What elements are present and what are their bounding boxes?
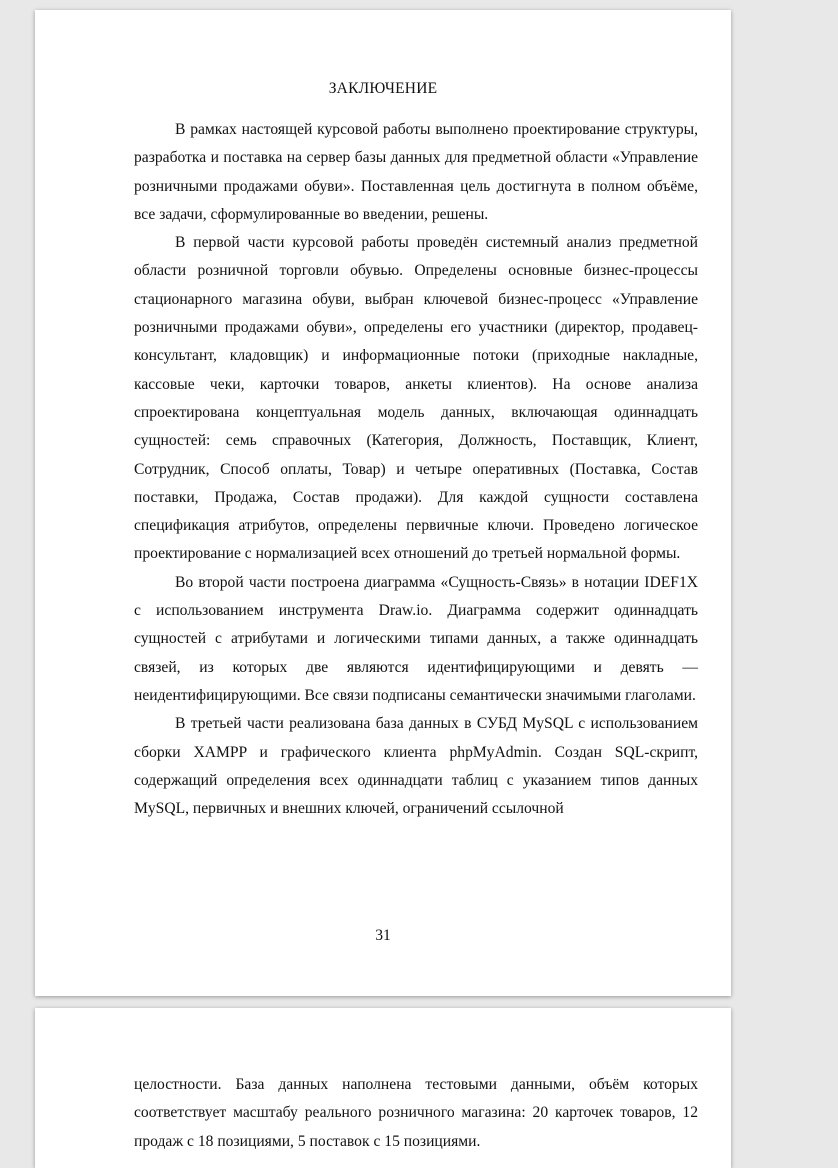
page-number: 31 (375, 927, 391, 944)
page-title: ЗАКЛЮЧЕНИЕ (328, 80, 438, 97)
paragraph-intro: В рамках настоящей курсовой работы выполнено проектирование структуры, разработка и поставка на сервер базы данных для предметной области «Управление розничными продажами обуви». Поставленная цель достигнута в полном объёме, все задачи, сформулированные во введении, решены. (134, 121, 698, 223)
document-page-32 (35, 1008, 731, 1168)
paragraph-part-three: В третьей части реализована база данных в СУБД MySQL с использованием сборки XAMPP и графического клиента phpMyAdmin. Создан SQL-скрипт, содержащий определения всех одиннадцати таблиц с указанием типов данных MySQL, первичных и внешних ключей, ограничений ссылочной (134, 715, 698, 818)
paragraph-continued: целостности. База данных наполнена тестовыми данными, объём которых соответствует масштабу реального розничного магазина: 20 карточек товаров, 12 продаж с 18 позициями, 5 поставок с 15 позициями. (134, 1076, 698, 1150)
paragraph-part-one: В первой части курсовой работы проведён системный анализ предметной области розничной торговли обувью. Определены основные бизнес-процессы стационарного магазина обуви, выбран ключевой бизнес-процесс «Управление розничными продажами обуви», определены его участники (директор, продавец-консультант, кладовщик) и информационные потоки (приходные накладные, кассовые чеки, карточки товаров, анкеты клиентов). На основе анализа спроектирована концептуальная модель данных, включающая одиннадцать сущностей: семь справочных (Категория, Должность, Поставщик, Клиент, Сотрудник, Способ оплаты, Товар) и четыре оперативных (Поставка, Состав поставки, Продажа, Состав продажи). Для каждой сущности составлена спецификация атрибутов, определены первичные ключи. Проведено логическое проектирование с нормализацией всех отношений до третьей нормальной формы. (134, 234, 698, 563)
body-text (134, 1071, 698, 1156)
body-text (134, 116, 698, 823)
document-page-31 (35, 10, 731, 996)
paragraph-part-two: Во второй части построена диаграмма «Сущность-Связь» в нотации IDEF1X с использованием инструмента Draw.io. Диаграмма содержит одиннадцать сущностей с атрибутами и логическими типами данных, а также одиннадцать связей, из которых две являются идентифицирующими и девять — неидентифицирующими. Все связи подписаны семантически значимыми глаголами. (134, 573, 698, 704)
